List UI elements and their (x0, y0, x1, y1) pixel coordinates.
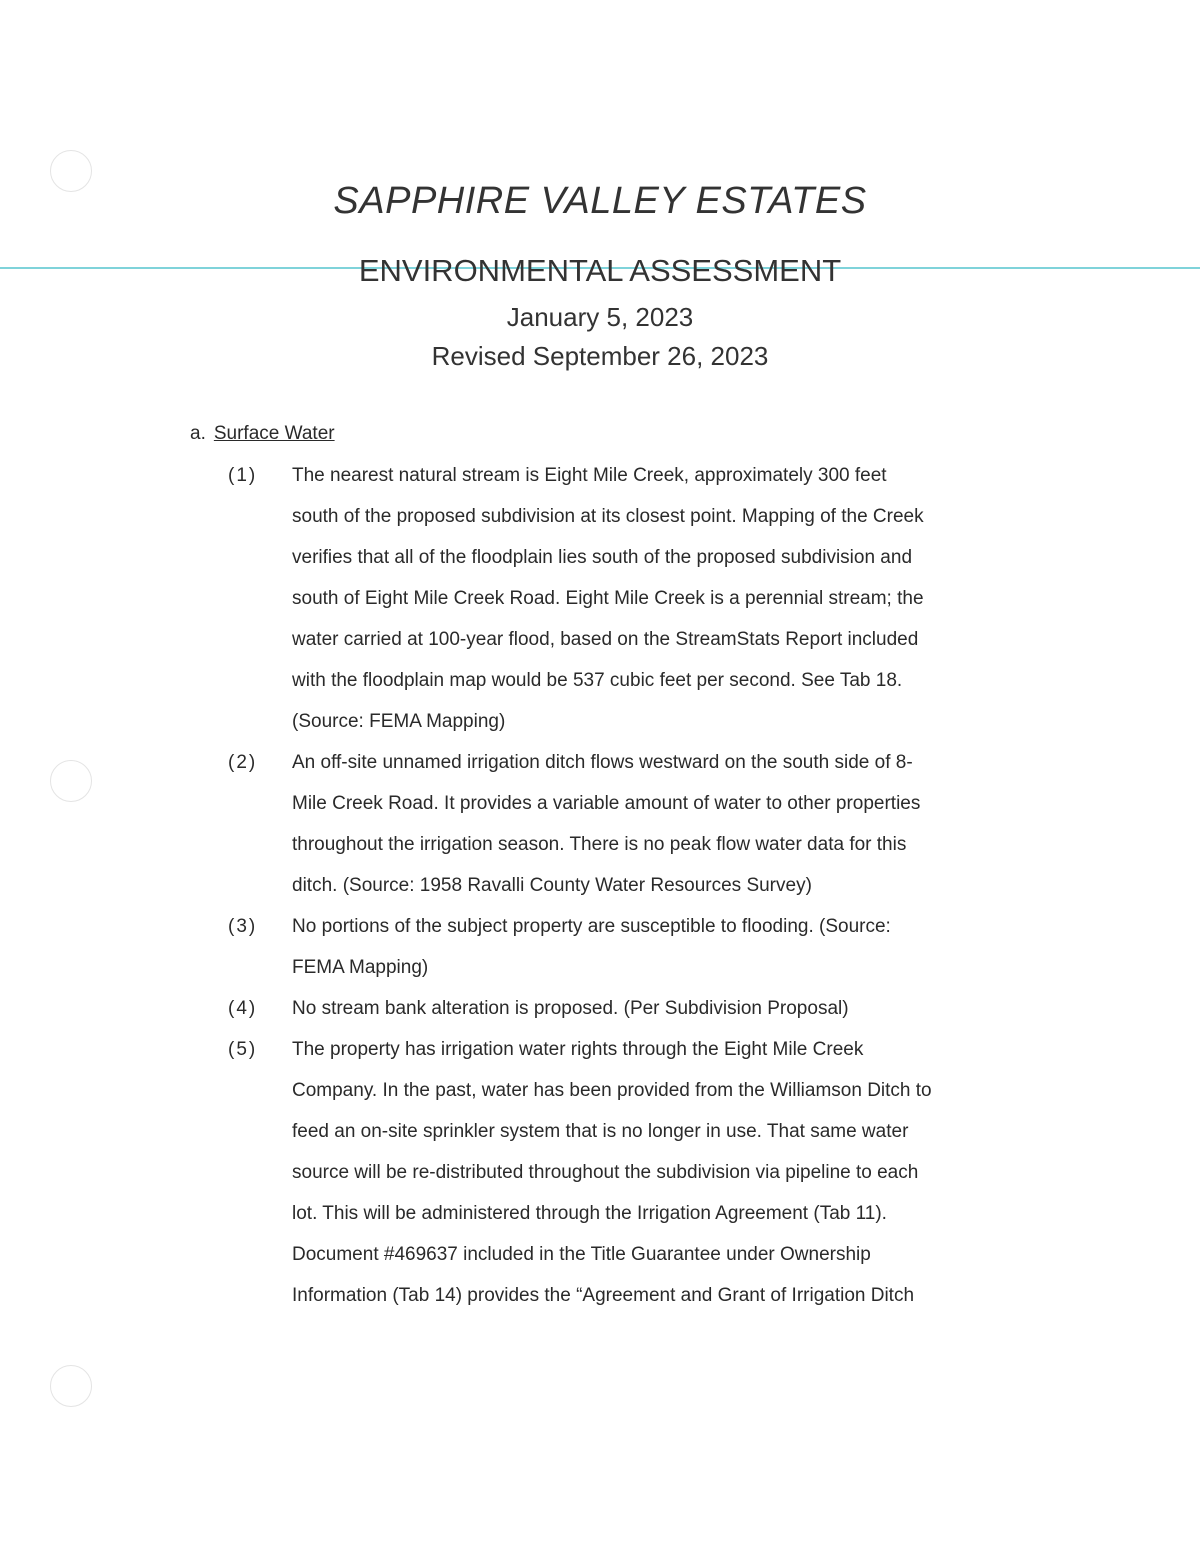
text-line: No portions of the subject property are susceptible to flooding. (Source: (292, 916, 891, 937)
text-line: feed an on-site sprinkler system that is no longer in use. That same water (292, 1121, 909, 1142)
item-number: (5) (228, 1039, 258, 1060)
item-text (292, 916, 1052, 998)
item-number: (1) (228, 465, 258, 486)
section-label: Surface Water (213, 423, 335, 444)
item-text (292, 752, 1052, 916)
text-line: Document #469637 included in the Title Guarantee under Ownership (292, 1244, 871, 1265)
text-line: The nearest natural stream is Eight Mile Creek, approximately 300 feet (292, 465, 887, 486)
document-date: January 5, 2023 (506, 302, 694, 332)
text-line: The property has irrigation water rights through the Eight Mile Creek (292, 1039, 864, 1060)
text-line: throughout the irrigation season. There is no peak flow water data for this (292, 834, 907, 855)
text-line: source will be re-distributed throughout the subdivision via pipeline to each (292, 1162, 919, 1183)
text-line: lot. This will be administered through the Irrigation Agreement (Tab 11). (292, 1203, 887, 1224)
item-text (292, 465, 1052, 752)
document-subtitle: ENVIRONMENTAL ASSESSMENT (358, 253, 842, 288)
text-line: No stream bank alteration is proposed. (Per Subdivision Proposal) (292, 998, 849, 1019)
text-line: verifies that all of the floodplain lies south of the proposed subdivision and (292, 547, 913, 568)
text-line: with the floodplain map would be 537 cubic feet per second. See Tab 18. (292, 670, 903, 691)
item-text (292, 1039, 1052, 1326)
item-text (292, 998, 1052, 1039)
document-title: SAPPHIRE VALLEY ESTATES (333, 180, 867, 222)
text-line: south of Eight Mile Creek Road. Eight Mile Creek is a perennial stream; the (292, 588, 924, 609)
text-line: An off-site unnamed irrigation ditch flows westward on the south side of 8- (292, 752, 913, 773)
text-line: Information (Tab 14) provides the “Agreement and Grant of Irrigation Ditch (292, 1285, 915, 1306)
punch-hole-bottom (50, 1365, 92, 1407)
section-letter: a. (190, 423, 206, 444)
item-number: (2) (228, 752, 258, 773)
revised-date: Revised September 26, 2023 (431, 341, 769, 371)
text-line: south of the proposed subdivision at its closest point. Mapping of the Creek (292, 506, 924, 527)
punch-hole-middle (50, 760, 92, 802)
text-line: Company. In the past, water has been provided from the Williamson Ditch to (292, 1080, 932, 1101)
item-number: (4) (228, 998, 258, 1019)
text-line: Mile Creek Road. It provides a variable amount of water to other properties (292, 793, 921, 814)
text-line: FEMA Mapping) (292, 957, 429, 978)
text-line: (Source: FEMA Mapping) (292, 711, 506, 732)
item-number: (3) (228, 916, 258, 937)
text-line: water carried at 100-year flood, based on the StreamStats Report included (292, 629, 919, 650)
section-heading (190, 423, 335, 445)
text-line: ditch. (Source: 1958 Ravalli County Water Resources Survey) (292, 875, 812, 896)
